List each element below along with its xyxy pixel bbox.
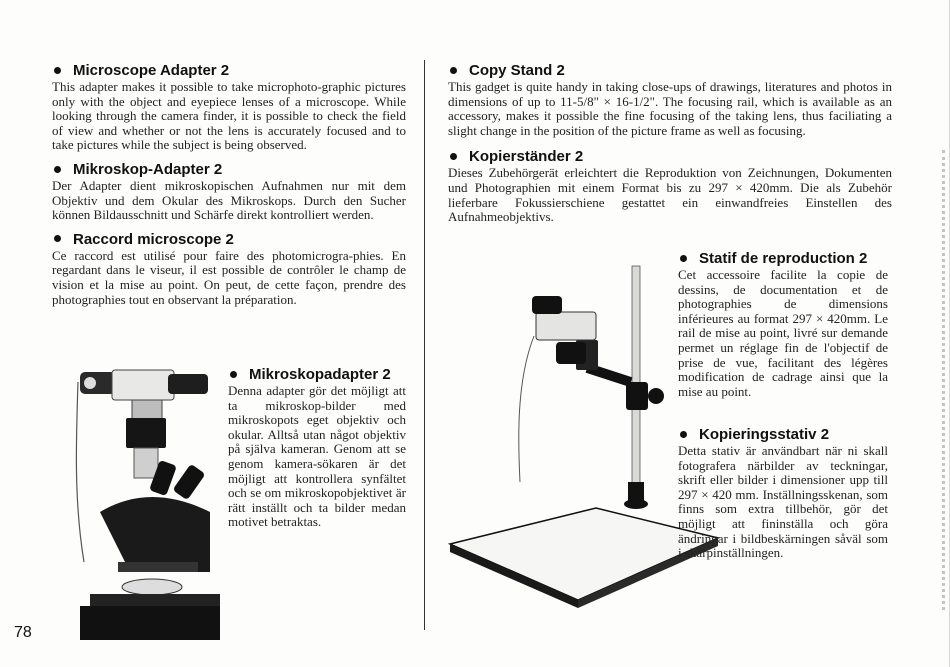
section-body: Denna adapter gör det möjligt att ta mikroskop-bilder med mikroskopots eget objektiv och okular. Alltså utan något objektiv på själva kameran. Genom att se genom kamera-sökaren är det möjligt att kontrollera synfältet och se om mikroskopobjektivet är rätt inställt och ta bilder medan motivet betraktas.	[228, 383, 406, 530]
section-heading: Copy Stand 2	[448, 62, 892, 79]
section-heading: Microscope Adapter 2	[52, 62, 406, 79]
section-microscope-adapter-fr	[52, 231, 406, 307]
bullet-icon	[230, 371, 237, 378]
section-copy-stand-fr	[678, 250, 888, 399]
section-body: Dieses Zubehörgerät erleichtert die Reproduktion von Zeichnungen, Dokumenten und Photographien mit einem Format bis zu 297 × 420mm. Die als Zubehör lieferbare Fokussierschiene gestattet ein einwandfreies Einstellen des Aufnahmeobjektivs.	[448, 165, 892, 225]
section-microscope-adapter-sv	[228, 366, 406, 530]
section-body: This gadget is quite handy in taking close-ups of drawings, literatures and photos in dimensions of up to 11-5/8" × 16-1/2". The focusing rail, which is available as an accessory, makes it possible the fine focusing of the taking lens, thus faciliating a slight change in the position of the picture frame as well as focusing.	[448, 79, 892, 138]
section-heading: Mikroskopadapter 2	[228, 366, 406, 383]
section-heading: Kopierständer 2	[448, 148, 892, 165]
column-divider	[424, 60, 425, 630]
section-heading: Statif de reproduction 2	[678, 250, 888, 267]
section-copy-stand-en	[448, 62, 892, 138]
section-heading: Raccord microscope 2	[52, 231, 406, 248]
left-column	[52, 62, 406, 313]
page-number: 78	[14, 624, 32, 641]
right-column	[448, 62, 892, 231]
section-heading: Kopieringsstativ 2	[678, 426, 888, 443]
section-body: Ce raccord est utilisé pour faire des photomicrogra-phies. En regardant dans le viseur, il est possible de contrôler le champ de vision et la mise au point. On peut, de cette façon, prendre des photographies tout en observant la préparation.	[52, 247, 406, 307]
section-heading: Mikroskop-Adapter 2	[52, 161, 406, 178]
bullet-icon	[680, 255, 687, 262]
bullet-icon	[680, 431, 687, 438]
bullet-icon	[450, 67, 457, 74]
section-microscope-adapter-en	[52, 62, 406, 153]
microscope-icon	[76, 370, 220, 640]
bullet-icon	[54, 235, 61, 242]
bullet-icon	[450, 153, 457, 160]
bullet-icon	[54, 67, 61, 74]
bullet-icon	[54, 166, 61, 173]
section-copy-stand-sv	[678, 426, 888, 561]
section-body: Cet accessoire facilite la copie de dessins, de documentation et de photographies de dimensions inférieures au format 297 × 420mm. Le rail de mise au point, livré sur demande permet un réglage fin de l'objectif de prise de vue, facilitant des légères modification de cadrage ainsi que la mise au point.	[678, 267, 888, 399]
section-body: Detta stativ är användbart när ni skall fotografera närbilder av teckningar, skrift eller bilder i dimensioner upp till 297 × 420 mm. Inställningsskenan, som finns som extra tillbehör, gör det möjligt att fininställa och göra ändringar i bildbeskärningen såväl som i skärpinställningen.	[678, 443, 888, 561]
section-copy-stand-de	[448, 148, 892, 224]
page-edge	[936, 150, 945, 610]
microscope-illustration	[70, 362, 230, 644]
section-microscope-adapter-de	[52, 161, 406, 223]
section-body: This adapter makes it possible to take microphoto-graphic pictures only with the object and eyepiece lenses of a microscope. While looking through the camera finder, it is possible to check the field of view and whether or not the lens is accurately focused and to take pictures while the subject is being observed.	[52, 79, 406, 153]
section-body: Der Adapter dient mikroskopischen Aufnahmen nur mit dem Objektiv und dem Okular des Mikroskops. Durch den Sucher können Bildausschnitt und Schärfe direkt kontrolliert werden.	[52, 177, 406, 223]
